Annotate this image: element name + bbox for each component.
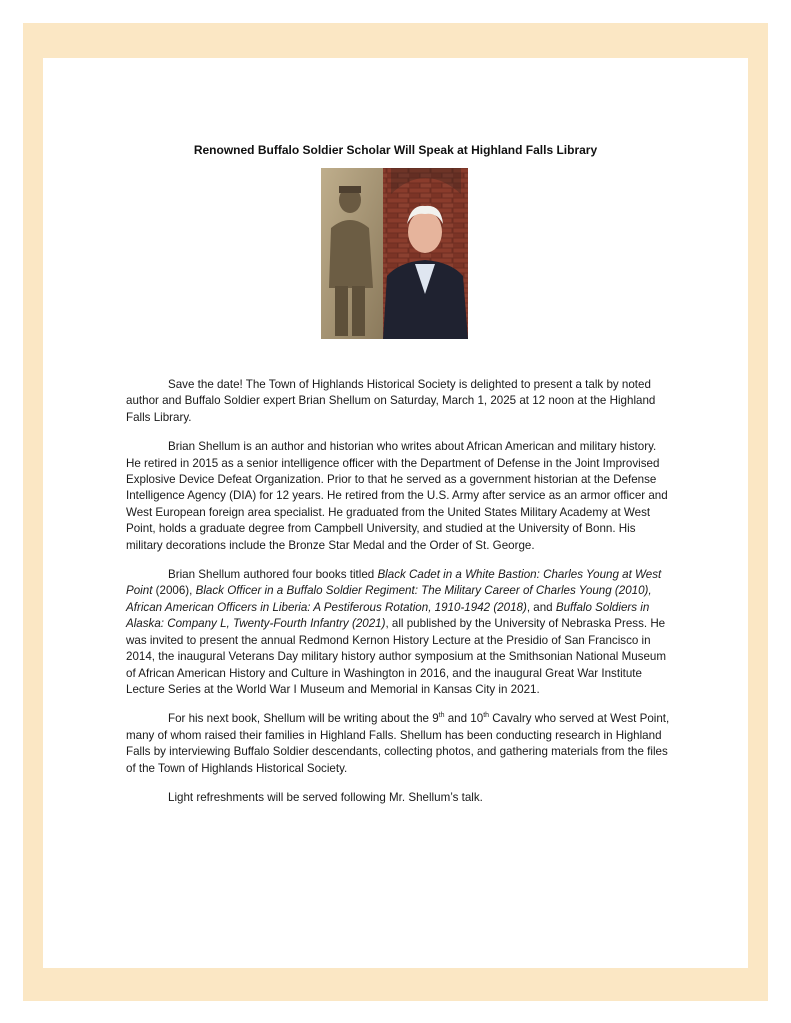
next-book-b: and 10: [444, 712, 484, 726]
article-body: [126, 377, 672, 806]
book-title-4: Buffalo Soldiers in Alaska: Company L, Twenty-Fourth Infantry (2021): [126, 600, 650, 631]
flyer-page: [43, 58, 748, 968]
paragraph-books: [126, 567, 672, 698]
ordinal-sup-2: th: [483, 712, 490, 720]
paragraph-save-the-date: Save the date! The Town of Highlands Historical Society is delighted to present a talk by noted author and Buffalo Soldier expert Brian Shellum on Saturday, March 1, 2025 at 12 noon at the Highland Falls Library.: [126, 378, 656, 424]
speaker-photo: [321, 168, 468, 339]
flyer-title: Renowned Buffalo Soldier Scholar Will Speak at Highland Falls Library: [193, 143, 598, 157]
paragraph-biography: Brian Shellum is an author and historian who writes about African American and military history. He retired in 2015 as a senior intelligence officer with the Department of Defense in the Joint Improvised Explosive Device Defeat Organization. Prior to that he served as a government historian at the Defense Intelligence Agency (DIA) for 12 years. He retired from the U.S. Army after service as an armor officer and West European foreign area specialist. He graduated from the United States Military Academy at West Point, holds a graduate degree from Campbell University, and studied at the University of Bonn. His military decorations include the Bronze Star Medal and the Order of St. George.: [126, 440, 668, 552]
paragraph-refreshments: Light refreshments will be served following Mr. Shellum’s talk.: [168, 790, 483, 804]
books-and: , and: [526, 600, 556, 614]
ordinal-sup-1: th: [438, 712, 445, 720]
paragraph-next-book: [126, 711, 672, 777]
book-title-1: Black Cadet in a White Bastion: Charles Young at West Point: [126, 568, 662, 598]
next-book-c: Cavalry who served at West Point, many of whom raised their families in Highland Falls. Shellum has been conducting research in Highland Falls by interviewing Buffalo Soldier descendants, collecting photos, and gathering materials from the files of the Town of Highlands Historical Society.: [126, 712, 670, 775]
books-rest: , all published by the University of Nebraska Press. He was invited to present the annual Redmond Kernon History Lecture at the Presidio of San Francisco in 2014, the inaugural Veterans Day military history author symposium at the Smithsonian National Museum of African American History and Culture in Washington in 2016, and the inaugural Great War Institute Lecture Series at the World War I Museum and Memorial in Kansas City in 2021.: [126, 617, 667, 696]
book-titles-2-3: Black Officer in a Buffalo Soldier Regiment: The Military Career of Charles Young (2010), African American Officers in Liberia: A Pestiferous Rotation, 1910-1942 (2018): [126, 584, 652, 614]
next-book-a: For his next book, Shellum will be writing about the 9: [168, 712, 439, 726]
book-year-1: (2006),: [152, 584, 196, 598]
books-intro: Brian Shellum authored four books titled: [168, 568, 378, 582]
